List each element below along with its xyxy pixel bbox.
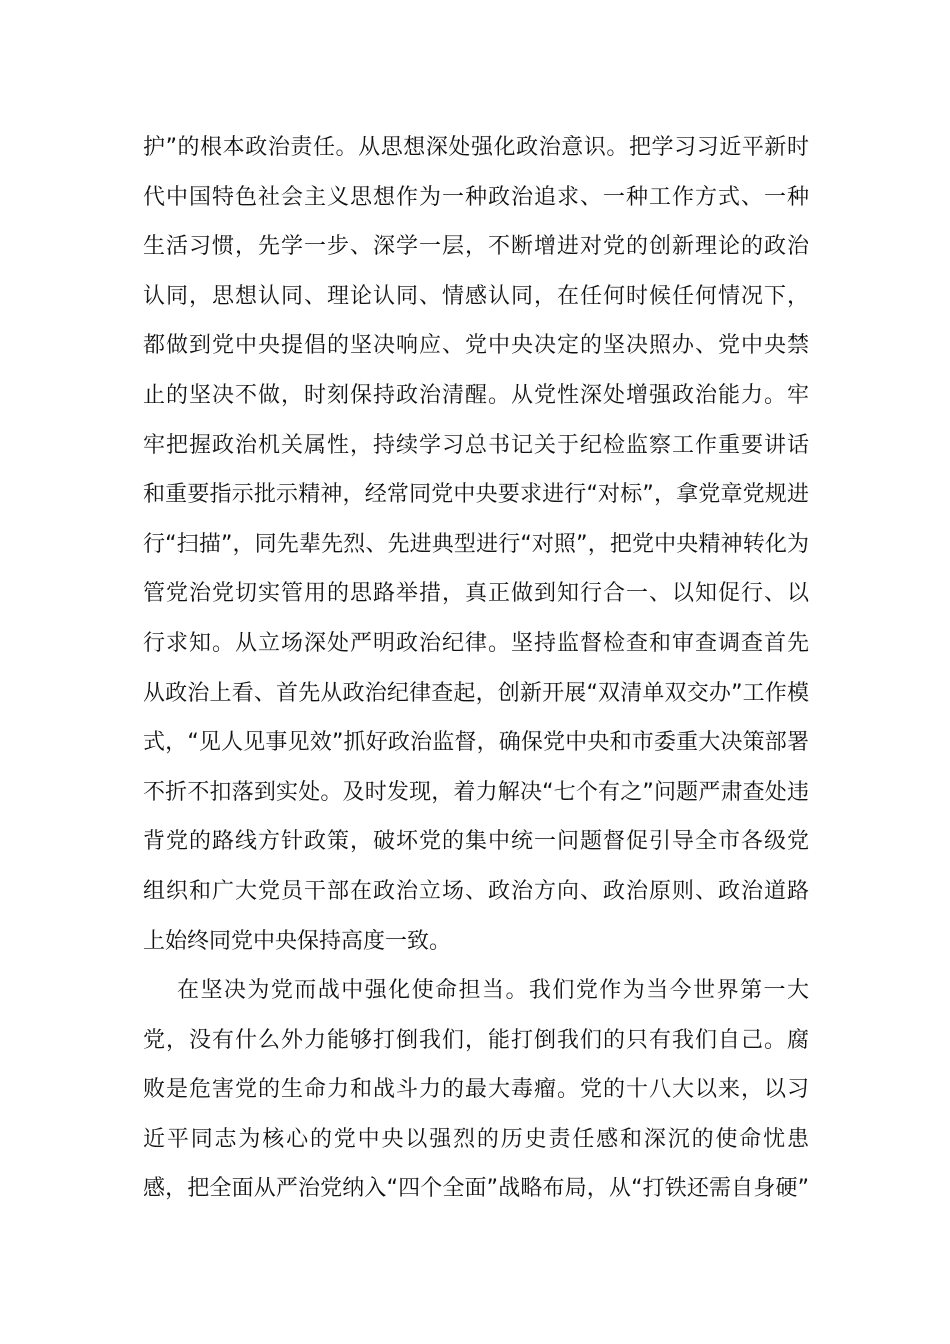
text-line: 背党的路线方针政策，破坏党的集中统一问题督促引导全市各级党 <box>143 829 809 855</box>
text-line: 不折不扣落到实处。及时发现，着力解决“七个有之”问题严肃查处违 <box>143 779 809 805</box>
text-line: 认同，思想认同、理论认同、情感认同，在任何时候任何情况下， <box>143 283 809 309</box>
text-line: 党，没有什么外力能够打倒我们，能打倒我们的只有我们自己。腐 <box>143 1027 809 1053</box>
text-line: 感，把全面从严治党纳入“四个全面”战略布局，从“打铁还需自身硬” <box>143 1176 809 1202</box>
body-text <box>143 123 809 1214</box>
text-line: 和重要指示批示精神，经常同党中央要求进行“对标”，拿党章党规进 <box>143 482 809 508</box>
text-line: 式，“见人见事见效”抓好政治监督，确保党中央和市委重大决策部署 <box>143 730 809 756</box>
text-line: 行求知。从立场深处严明政治纪律。坚持监督检查和审查调查首先 <box>143 630 809 656</box>
text-line: 止的坚决不做，时刻保持政治清醒。从党性深处增强政治能力。牢 <box>143 382 809 408</box>
text-line: 在坚决为党而战中强化使命担当。我们党作为当今世界第一大 <box>177 978 809 1004</box>
text-line: 都做到党中央提倡的坚决响应、党中央决定的坚决照办、党中央禁 <box>143 333 809 359</box>
text-line: 近平同志为核心的党中央以强烈的历史责任感和深沉的使命忧患 <box>143 1126 809 1152</box>
text-line: 组织和广大党员干部在政治立场、政治方向、政治原则、政治道路 <box>143 878 809 904</box>
text-line: 行“扫描”，同先辈先烈、先进典型进行“对照”，把党中央精神转化为 <box>143 531 809 557</box>
text-line: 牢把握政治机关属性，持续学习总书记关于纪检监察工作重要讲话 <box>143 432 809 458</box>
paragraph-2 <box>143 966 809 1214</box>
text-line: 生活习惯，先学一步、深学一层，不断增进对党的创新理论的政治 <box>143 234 809 260</box>
text-line: 代中国特色社会主义思想作为一种政治追求、一种工作方式、一种 <box>143 184 809 210</box>
paragraph-1 <box>143 123 809 966</box>
text-line: 上始终同党中央保持高度一致。 <box>143 928 452 954</box>
text-line: 管党治党切实管用的思路举措，真正做到知行合一、以知促行、以 <box>143 581 809 607</box>
text-line: 败是危害党的生命力和战斗力的最大毒瘤。党的十八大以来，以习 <box>143 1077 809 1103</box>
text-line: 护”的根本政治责任。从思想深处强化政治意识。把学习习近平新时 <box>143 135 809 160</box>
text-line: 从政治上看、首先从政治纪律查起，创新开展“双清单双交办”工作模 <box>143 680 809 706</box>
